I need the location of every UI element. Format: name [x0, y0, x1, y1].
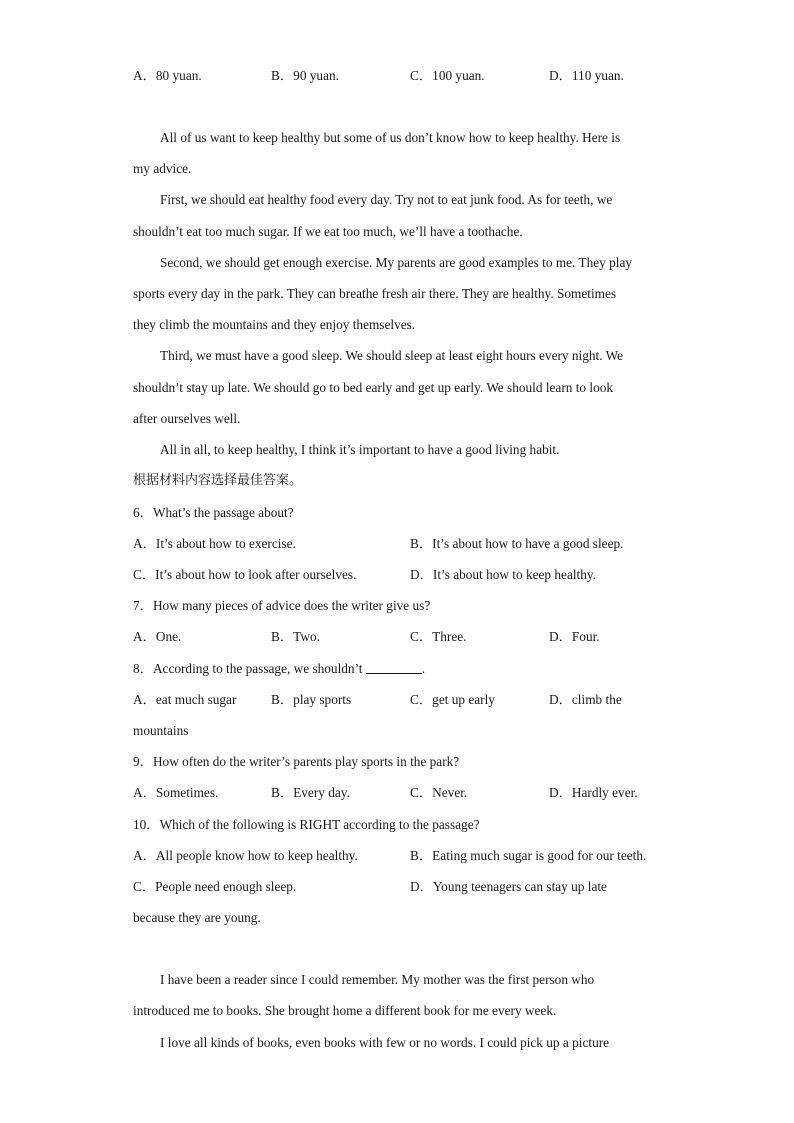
- answer-blank: [366, 661, 422, 674]
- passage1-line: All of us want to keep healthy but some of us don’t know how to keep healthy. Here is: [160, 130, 621, 145]
- q8-option-d-wrap: mountains: [133, 723, 189, 738]
- q7-option-c: C．Three.: [410, 629, 467, 644]
- passage1-line: Second, we should get enough exercise. My parents are good examples to me. They play: [160, 255, 633, 270]
- q9-option-d: D．Hardly ever.: [549, 785, 638, 800]
- question-8-stem: [133, 661, 663, 677]
- passage2-line: introduced me to books. She brought home a different book for me every week.: [133, 1003, 557, 1018]
- passage1-line: after ourselves well.: [133, 411, 241, 426]
- q5-option-b: B．90 yuan.: [271, 68, 339, 83]
- q6-option-b: B．It’s about how to have a good sleep.: [410, 536, 624, 551]
- q6-option-a: A．It’s about how to exercise.: [133, 536, 296, 551]
- q10-option-d-wrap: because they are young.: [133, 910, 261, 925]
- q7-option-d: D．Four.: [549, 629, 600, 644]
- question-9-stem: 9．How often do the writer’s parents play sports in the park?: [133, 754, 460, 769]
- q10-option-d: D．Young teenagers can stay up late: [410, 879, 607, 894]
- question-8-stem-end: .: [421, 661, 426, 676]
- passage2-line: I love all kinds of books, even books with few or no words. I could pick up a picture: [160, 1035, 610, 1050]
- q10-option-c: C．People need enough sleep.: [133, 879, 297, 894]
- passage1-line: shouldn’t stay up late. We should go to bed early and get up early. We should learn to look: [133, 380, 614, 395]
- question-7-stem: 7．How many pieces of advice does the writer give us?: [133, 598, 431, 613]
- q5-option-c: C．100 yuan.: [410, 68, 485, 83]
- passage1-line: sports every day in the park. They can breathe fresh air there. They are healthy. Sometimes: [133, 286, 617, 301]
- passage1-line: my advice.: [133, 161, 192, 176]
- q5-option-d: D．110 yuan.: [549, 68, 624, 83]
- q7-option-a: A．One.: [133, 629, 182, 644]
- passage1-line: shouldn’t eat too much sugar. If we eat too much, we’ll have a toothache.: [133, 224, 523, 239]
- passage1-line: All in all, to keep healthy, I think it’s important to have a good living habit.: [160, 442, 560, 457]
- q8-option-a: A．eat much sugar: [133, 692, 237, 707]
- q8-option-d: D．climb the: [549, 692, 622, 707]
- question-10-stem: 10．Which of the following is RIGHT according to the passage?: [133, 817, 480, 832]
- q5-option-a: A．80 yuan.: [133, 68, 202, 83]
- question-8-stem-text: 8．According to the passage, we shouldn’t: [133, 661, 363, 676]
- passage1-line: First, we should eat healthy food every day. Try not to eat junk food. As for teeth, we: [160, 192, 613, 207]
- q6-option-c: C．It’s about how to look after ourselves.: [133, 567, 357, 582]
- passage2-line: I have been a reader since I could remember. My mother was the first person who: [160, 972, 595, 987]
- passage1-line: they climb the mountains and they enjoy themselves.: [133, 317, 416, 332]
- instruction: 根据材料内容选择最佳答案。: [133, 473, 303, 488]
- question-6-stem: 6．What’s the passage about?: [133, 505, 294, 520]
- q9-option-c: C．Never.: [410, 785, 468, 800]
- q9-option-b: B．Every day.: [271, 785, 350, 800]
- q10-option-a: A．All people know how to keep healthy.: [133, 848, 358, 863]
- q8-option-c: C．get up early: [410, 692, 495, 707]
- q10-option-b: B．Eating much sugar is good for our teeth.: [410, 848, 647, 863]
- q7-option-b: B．Two.: [271, 629, 320, 644]
- passage1-line: Third, we must have a good sleep. We should sleep at least eight hours every night. We: [160, 348, 624, 363]
- q6-option-d: D．It’s about how to keep healthy.: [410, 567, 596, 582]
- q8-option-b: B．play sports: [271, 692, 352, 707]
- q9-option-a: A．Sometimes.: [133, 785, 219, 800]
